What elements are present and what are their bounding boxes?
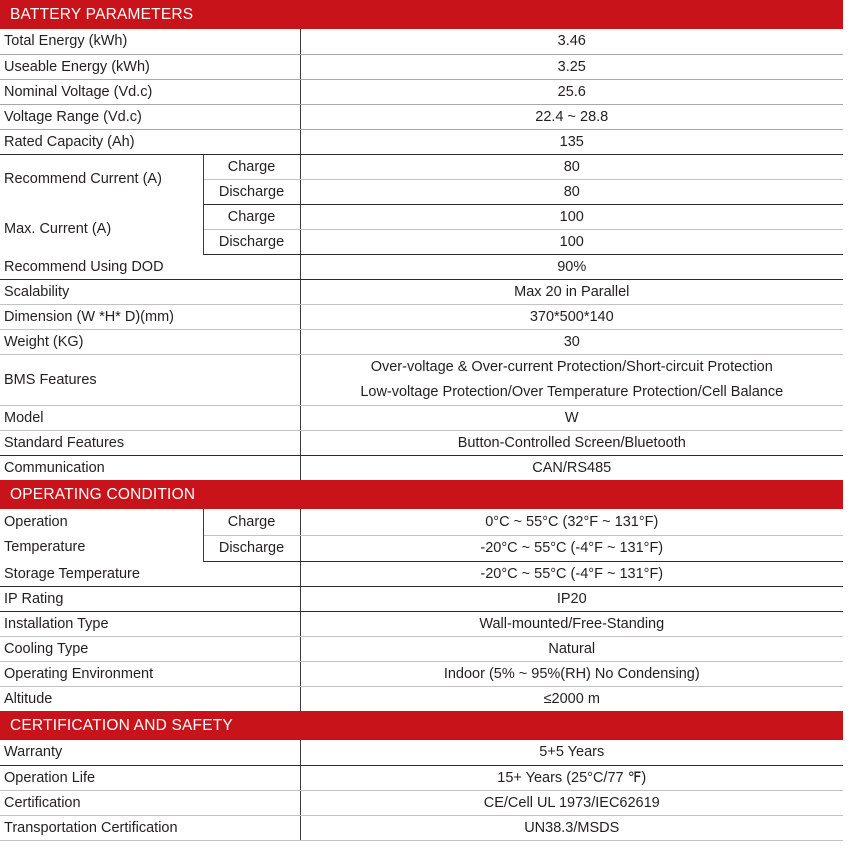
row-label-ip-rating: IP Rating (0, 586, 300, 611)
table-row (0, 661, 843, 686)
table-row (0, 586, 843, 611)
bms-feature-line-2: Low-voltage Protection/Over Temperature Protection/Cell Balance (360, 383, 784, 400)
row-value-recommend-current-discharge: 80 (300, 179, 843, 204)
row-label-voltage-range: Voltage Range (Vd.c) (0, 104, 300, 129)
table-row (0, 329, 843, 354)
table-row (0, 636, 843, 661)
row-value-storage-temperature: -20°C ~ 55°C (-4°F ~ 131°F) (300, 561, 843, 586)
row-label-dimension: Dimension (W *H* D)(mm) (0, 304, 300, 329)
bms-feature-line-1: Over-voltage & Over-current Protection/Short-circuit Protection (370, 358, 773, 375)
row-label-max-current: Max. Current (A) (0, 204, 203, 254)
row-value-certification: CE/Cell UL 1973/IEC62619 (300, 790, 843, 815)
sublabel-operation-temperature-charge: Charge (203, 509, 300, 535)
row-label-storage-temperature: Storage Temperature (0, 561, 300, 586)
table-row (0, 561, 843, 586)
table-row (0, 430, 843, 455)
section-title: OPERATING CONDITION (0, 480, 843, 509)
row-value-altitude: ≤2000 m (300, 686, 843, 711)
row-label-total-energy: Total Energy (kWh) (0, 29, 300, 54)
row-value-weight: 30 (300, 329, 843, 354)
row-label-operating-environment: Operating Environment (0, 661, 300, 686)
row-label-weight: Weight (KG) (0, 329, 300, 354)
row-label-useable-energy: Useable Energy (kWh) (0, 54, 300, 79)
table-row (0, 154, 843, 179)
row-label-cooling-type: Cooling Type (0, 636, 300, 661)
row-value-operation-temperature-discharge: -20°C ~ 55°C (-4°F ~ 131°F) (300, 535, 843, 561)
row-value-operation-temperature-charge: 0°C ~ 55°C (32°F ~ 131°F) (300, 509, 843, 535)
sublabel-operation-temperature-discharge: Discharge (203, 535, 300, 561)
row-label-bms-features: BMS Features (0, 354, 300, 405)
row-value-bms-features (300, 354, 843, 405)
row-label-recommend-current: Recommend Current (A) (0, 154, 203, 204)
row-value-transportation-certification: UN38.3/MSDS (300, 815, 843, 840)
row-value-dimension: 370*500*140 (300, 304, 843, 329)
row-label-model: Model (0, 405, 300, 430)
row-label-installation-type: Installation Type (0, 611, 300, 636)
table-row (0, 765, 843, 790)
section-header-battery-parameters (0, 0, 843, 29)
row-value-max-current-discharge: 100 (300, 229, 843, 254)
row-value-operation-life: 15+ Years (25°C/77 ℉) (300, 765, 843, 790)
section-header-operating-condition (0, 480, 843, 509)
row-value-standard-features: Button-Controlled Screen/Bluetooth (300, 430, 843, 455)
row-label-recommend-using-dod: Recommend Using DOD (0, 254, 300, 279)
row-label-operation-temperature (0, 509, 203, 561)
section-title: CERTIFICATION AND SAFETY (0, 711, 843, 740)
row-value-model: W (300, 405, 843, 430)
row-value-operating-environment: Indoor (5% ~ 95%(RH) No Condensing) (300, 661, 843, 686)
table-row (0, 790, 843, 815)
table-row (0, 29, 843, 54)
row-label-warranty: Warranty (0, 740, 300, 765)
sublabel-recommend-current-charge: Charge (203, 154, 300, 179)
table-row (0, 686, 843, 711)
table-row (0, 611, 843, 636)
row-label-transportation-certification: Transportation Certification (0, 815, 300, 840)
table-row (0, 254, 843, 279)
table-row (0, 204, 843, 229)
sublabel-recommend-current-discharge: Discharge (203, 179, 300, 204)
row-value-total-energy: 3.46 (300, 29, 843, 54)
table-row (0, 405, 843, 430)
section-title: BATTERY PARAMETERS (0, 0, 843, 29)
row-value-communication: CAN/RS485 (300, 455, 843, 480)
operation-temperature-line-1: Operation (4, 514, 68, 530)
row-label-operation-life: Operation Life (0, 765, 300, 790)
sublabel-max-current-discharge: Discharge (203, 229, 300, 254)
table-row (0, 54, 843, 79)
sublabel-max-current-charge: Charge (203, 204, 300, 229)
row-value-installation-type: Wall-mounted/Free-Standing (300, 611, 843, 636)
table-row (0, 304, 843, 329)
row-label-scalability: Scalability (0, 279, 300, 304)
table-row (0, 740, 843, 765)
table-row (0, 79, 843, 104)
table-row (0, 104, 843, 129)
row-label-rated-capacity: Rated Capacity (Ah) (0, 129, 300, 154)
row-label-certification: Certification (0, 790, 300, 815)
table-row (0, 354, 843, 405)
table-row (0, 815, 843, 840)
row-value-recommend-current-charge: 80 (300, 154, 843, 179)
row-value-scalability: Max 20 in Parallel (300, 279, 843, 304)
row-value-cooling-type: Natural (300, 636, 843, 661)
row-value-recommend-using-dod: 90% (300, 254, 843, 279)
row-value-rated-capacity: 135 (300, 129, 843, 154)
row-value-max-current-charge: 100 (300, 204, 843, 229)
table-row (0, 509, 843, 535)
row-value-ip-rating: IP20 (300, 586, 843, 611)
row-label-altitude: Altitude (4, 690, 53, 707)
section-header-certification-and-safety (0, 711, 843, 740)
row-value-nominal-voltage: 25.6 (300, 79, 843, 104)
row-value-voltage-range: 22.4 ~ 28.8 (300, 104, 843, 129)
row-value-useable-energy: 3.25 (300, 54, 843, 79)
table-row (0, 279, 843, 304)
operation-temperature-line-2: Temperature (4, 539, 86, 555)
row-label-communication: Communication (4, 459, 105, 476)
table-row (0, 455, 843, 480)
row-value-warranty: 5+5 Years (300, 740, 843, 765)
row-label-standard-features: Standard Features (0, 430, 300, 455)
table-row (0, 129, 843, 154)
row-label-nominal-voltage: Nominal Voltage (Vd.c) (0, 79, 300, 104)
